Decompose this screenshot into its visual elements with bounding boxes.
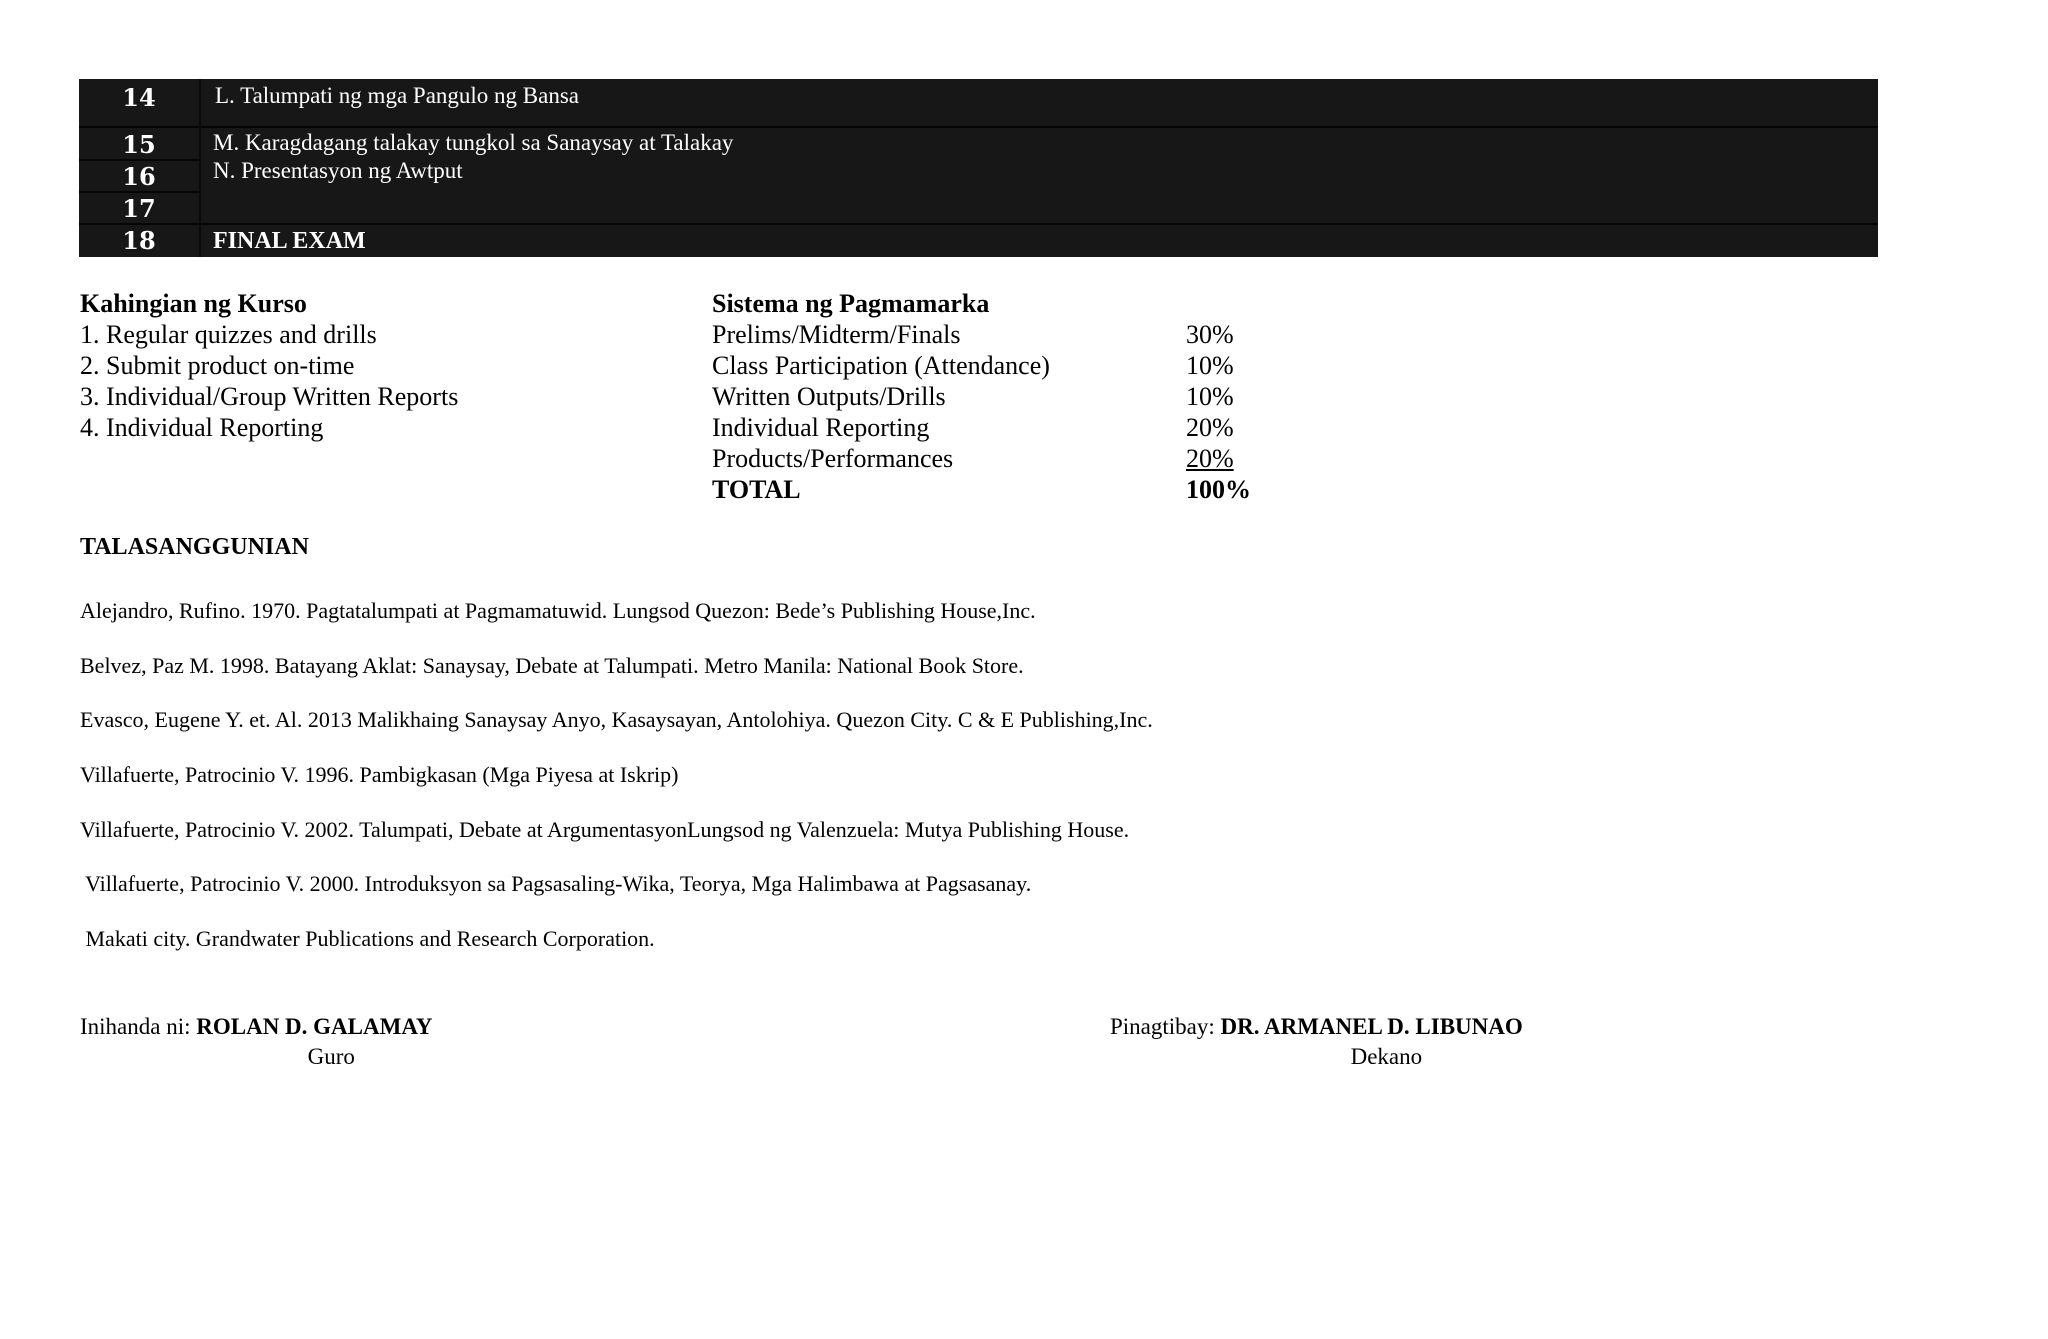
table-row bbox=[79, 193, 1878, 223]
references-list bbox=[80, 596, 1680, 979]
prepared-role: Guro bbox=[307, 1044, 355, 1069]
list-item: 2. Submit product on-time bbox=[80, 351, 355, 380]
total-label: TOTAL bbox=[712, 475, 801, 504]
reference-item: Evasco, Eugene Y. et. Al. 2013 Malikhaing Sanaysay Anyo, Kasaysayan, Antolohiya. Quezon City. C & E Publishing,Inc. bbox=[80, 707, 1153, 733]
grade-percent: 10% bbox=[1186, 351, 1234, 380]
week-number: 16 bbox=[79, 161, 201, 191]
approved-name: DR. ARMANEL D. LIBUNAO bbox=[1220, 1014, 1523, 1039]
list-item: 1. Regular quizzes and drills bbox=[80, 320, 377, 349]
grade-row bbox=[712, 319, 1332, 350]
grade-total-row bbox=[712, 474, 1332, 505]
grade-label: Prelims/Midterm/Finals bbox=[712, 320, 961, 349]
grade-row bbox=[712, 443, 1332, 474]
reference-item: Belvez, Paz M. 1998. Batayang Aklat: Sanaysay, Debate at Talumpati. Metro Manila: National Book Store. bbox=[80, 652, 1024, 678]
syllabus-table bbox=[79, 79, 1878, 257]
topic-text: N. Presentasyon ng Awtput bbox=[213, 158, 463, 183]
grade-percent: 20% bbox=[1186, 413, 1234, 442]
approved-label: Pinagtibay: bbox=[1110, 1014, 1221, 1039]
table-row bbox=[79, 225, 1878, 257]
grading-title: Sistema ng Pagmamarka bbox=[712, 289, 990, 318]
course-requirements bbox=[80, 288, 680, 443]
reference-item: Makati city. Grandwater Publications and Research Corporation. bbox=[80, 926, 655, 952]
grade-row bbox=[712, 381, 1332, 412]
grade-row bbox=[712, 350, 1332, 381]
reference-item: Villafuerte, Patrocinio V. 2002. Talumpati, Debate at ArgumentasyonLungsod ng Valenzuela: Mutya Publishing House. bbox=[80, 816, 1130, 842]
reference-item: Villafuerte, Patrocinio V. 1996. Pambigkasan (Mga Piyesa at Iskrip) bbox=[80, 762, 679, 788]
reference-item: Alejandro, Rufino. 1970. Pagtatalumpati at Pagmamatuwid. Lungsod Quezon: Bede’s Publishing House,Inc. bbox=[80, 598, 1036, 623]
grade-label: Individual Reporting bbox=[712, 413, 930, 442]
week-number: 15 bbox=[79, 128, 201, 159]
approved-by bbox=[1110, 1012, 1523, 1072]
prepared-name: ROLAN D. GALAMAY bbox=[196, 1014, 433, 1039]
total-percent: 100% bbox=[1186, 475, 1251, 504]
grade-percent: 10% bbox=[1186, 382, 1234, 411]
topic-text: L. Talumpati ng mga Pangulo ng Bansa bbox=[215, 83, 580, 108]
grade-label: Written Outputs/Drills bbox=[712, 382, 946, 411]
week-number: 14 bbox=[79, 79, 201, 126]
requirements-title: Kahingian ng Kurso bbox=[80, 289, 307, 318]
table-row bbox=[79, 158, 1878, 191]
table-row bbox=[79, 128, 1878, 159]
week-number: 17 bbox=[79, 193, 201, 223]
prepared-by bbox=[80, 1012, 432, 1072]
reference-item: Villafuerte, Patrocinio V. 2000. Introduksyon sa Pagsasaling-Wika, Teorya, Mga Halimbawa at Pagsasanay. bbox=[80, 871, 1032, 897]
topic-text: FINAL EXAM bbox=[213, 228, 366, 254]
table-row bbox=[79, 79, 1878, 126]
grade-label: Products/Performances bbox=[712, 444, 954, 473]
topic-text: M. Karagdagang talakay tungkol sa Sanaysay at Talakay bbox=[213, 130, 734, 155]
approved-role: Dekano bbox=[1350, 1044, 1423, 1069]
grade-percent: 20% bbox=[1186, 444, 1234, 473]
grading-system bbox=[712, 288, 1332, 505]
prepared-label: Inihanda ni: bbox=[80, 1014, 197, 1039]
week-number: 18 bbox=[79, 225, 201, 257]
list-item: 4. Individual Reporting bbox=[80, 413, 324, 442]
grade-percent: 30% bbox=[1186, 320, 1234, 349]
grade-row bbox=[712, 412, 1332, 443]
grade-label: Class Participation (Attendance) bbox=[712, 351, 1050, 380]
references-title: TALASANGGUNIAN bbox=[80, 534, 309, 560]
list-item: 3. Individual/Group Written Reports bbox=[80, 382, 459, 411]
